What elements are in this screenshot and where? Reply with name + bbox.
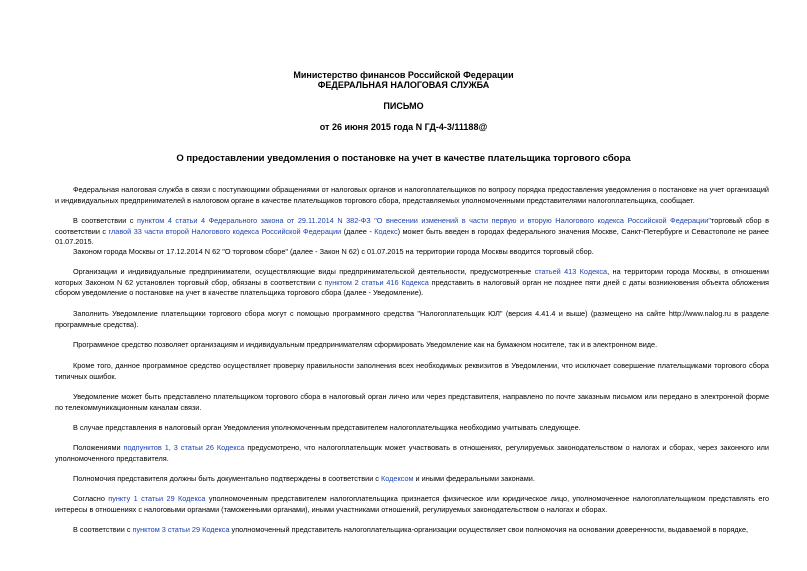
text: представить в налоговый орган не позднее пяти дней с даты возникновения объекта обложения сбором уведомление о постановке на учет в качестве плательщика торгового сбора (далее - Уведомление). [55,277,770,297]
text: ) может быть введен в городах федерального значения Москве, Санкт-Петербурге и Севастополе не ранее 01.07.2015. [55,226,769,246]
article-29-1-link[interactable]: пункту 1 статьи 29 Кодекса [108,494,206,503]
text: В соответствии с [73,216,138,225]
paragraph-3: Законом города Москвы от 17.12.2014 N 62 "О торговом сборе" (далее - Закон N 62) с 01.07.2015 на территории города Москвы вводится торговый сбор. [73,247,594,256]
paragraph-5: Заполнить Уведомление плательщики торгового сбора могут с помощью программного средства "Налогоплательщик ЮЛ" (версия 4.41.4 и выше) (размещено на сайте http://www.nalog.ru в разделе программные средства). [55,309,769,329]
document-date-number: от 26 июня 2015 года N ГД-4-3/11188@ [319,122,488,132]
paragraph-7: Кроме того, данное программное средство осуществляет проверку правильности заполнения всех необходимых реквизитов в Уведомлении, что исключает совершение плательщиками торгового сбора типичных ошибок. [55,361,769,381]
ministry-name: Министерство финансов Российской Федерации [293,70,514,80]
text: уполномоченный представитель налогоплательщика-организации осуществляет свои полномочия на основании доверенности, выдаваемой в порядке, [229,525,749,534]
paragraph-13 [55,525,769,536]
text: Согласно [73,494,109,503]
paragraph-2 [55,216,769,248]
text: (далее - [341,226,375,236]
paragraph-6: Программное средство позволяет организациям и индивидуальным предпринимателям сформировать Уведомление как на бумажном носителе, так и в электронном виде. [73,340,658,349]
text: уполномоченным представителем налогоплательщика признается физическое или юридическое лицо, уполномоченное налогоплательщиком представлять его интересы в отношениях с налоговыми органами (таможенными органами), иными участниками отношений, регулируемых законодательством о налогах и сборах. [55,494,770,514]
document-type: ПИСЬМО [383,101,424,111]
paragraph-11 [55,474,769,485]
article-26-link[interactable]: подпунктов 1, 3 статьи 26 Кодекса [123,443,245,452]
article-413-link[interactable]: статьей 413 Кодекса [534,267,608,276]
text: , на территории города Москвы, в отношении которых Законом N 62 установлен торговый сбор, обязаны в соответствии с [55,267,769,287]
paragraph-12 [55,494,769,515]
text: и иными федеральными законами. [413,474,535,483]
text: Полномочия представителя должны быть документально подтверждены в соответствии с [73,474,381,483]
article-416-link[interactable]: пунктом 2 статьи 416 Кодекса [324,277,429,287]
paragraph-1: Федеральная налоговая служба в связи с поступающими обращениями от налоговых органов и налогоплательщиков по вопросу порядка предоставления уведомления о постановке на учет организаций и индивидуальных предпринимателей в налоговом органе в качестве плательщиков торгового сбора, представляемых уполномоченными представителями налогоплательщика, сообщает. [55,185,769,205]
paragraph-4 [55,267,769,299]
text: Организации и индивидуальные предприниматели, осуществляющие виды предпринимательской деятельности, предусмотренные [73,267,535,276]
paragraph-9: В случае представления в налоговый орган Уведомления уполномоченным представителем налогоплательщика необходимо учитывать следующее. [73,423,581,432]
text: Положениями [73,443,124,452]
paragraph-10 [55,443,769,464]
law-link[interactable]: пунктом 4 статьи 4 Федерального закона от 29.11.2014 N 382-ФЗ "О внесении изменений в части первую и вторую Налогового кодекса Российской Федерации" [137,216,711,225]
document-subject: О предоставлении уведомления о постановке на учет в качестве плательщика торгового сбора [176,153,631,164]
codex-link[interactable]: Кодексом [380,474,414,483]
service-name: ФЕДЕРАЛЬНАЯ НАЛОГОВАЯ СЛУЖБА [317,80,490,90]
paragraph-8: Уведомление может быть представлено плательщиком торгового сбора в налоговый орган лично или через представителя, направлено по почте заказным письмом или передано в электронной форме по телекоммуникационным каналам связи. [55,392,769,412]
text: В соответствии с [73,525,133,534]
article-29-3-link[interactable]: пунктом 3 статьи 29 Кодекса [132,525,230,534]
code-link[interactable]: Кодекс [374,226,398,236]
chapter-33-link[interactable]: главой 33 части второй Налогового кодекса Российской Федерации [108,226,342,236]
text: предусмотрено, что налогоплательщик может участвовать в отношениях, регулируемых законодательством о налогах и сборах, через законного или уполномоченного представителя. [55,443,770,463]
text: торговый сбор в соответствии с [55,216,770,236]
